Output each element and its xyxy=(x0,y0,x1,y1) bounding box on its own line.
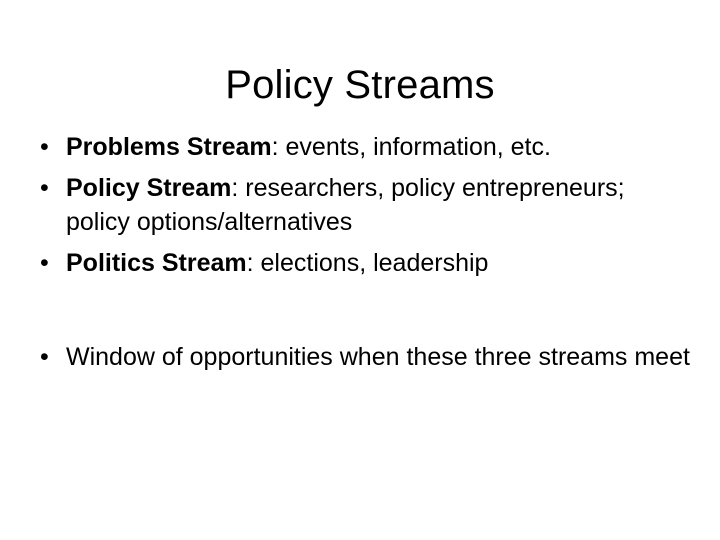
bullet-icon: • xyxy=(40,249,49,277)
list-item-rest: : events, information, etc. xyxy=(271,133,551,161)
list-item-text xyxy=(66,246,690,280)
list-item-rest: Window of opportunities when these three streams meet xyxy=(66,343,690,371)
list-item-lead: Problems Stream xyxy=(66,133,272,161)
bullet-icon: • xyxy=(40,133,49,161)
bullet-icon: • xyxy=(40,343,49,371)
list-item-text xyxy=(66,171,690,239)
list-item-rest: : elections, leadership xyxy=(246,249,489,277)
list-item xyxy=(38,340,690,374)
list-item-text xyxy=(66,340,690,374)
list-item-lead: Politics Stream xyxy=(66,249,247,277)
list-item-lead: Policy Stream xyxy=(66,174,232,202)
bullet-list xyxy=(38,130,690,381)
list-item xyxy=(38,171,690,239)
list-item xyxy=(38,246,690,280)
page-title: Policy Streams xyxy=(225,62,495,107)
list-item-text xyxy=(66,130,690,164)
list-item xyxy=(38,130,690,164)
bullet-icon: • xyxy=(40,174,49,202)
list-item-rest: : researchers, policy entrepreneurs; policy options/alternatives xyxy=(66,174,625,236)
